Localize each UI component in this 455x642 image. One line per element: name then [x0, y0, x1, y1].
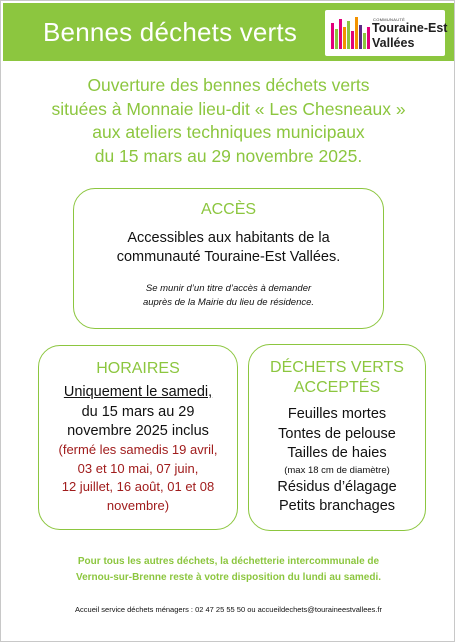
logo-text-line2: Vallées: [372, 36, 415, 50]
list-item: Feuilles mortes: [287, 406, 387, 422]
footer-line: Vernou-sur-Brenne reste à votre disposition du lundi au samedi.: [75, 572, 382, 583]
touraine-est-vallees-logo: [325, 10, 448, 56]
dechets-heading-line: ACCEPTÉS: [293, 379, 381, 396]
closed-line: novembre): [106, 497, 170, 513]
horaires-closed-dates: [39, 441, 237, 515]
logo-bars-icon: [331, 17, 371, 49]
footer-note: [21, 554, 436, 586]
logo-bar: [347, 21, 350, 49]
logo-bar: [355, 17, 358, 49]
logo-text-line1: Touraine-Est: [372, 21, 448, 35]
dechets-list: [249, 405, 425, 517]
acces-line: communauté Touraine-Est Vallées.: [116, 249, 341, 265]
list-item-note: (max 18 cm de diamètre): [284, 464, 390, 476]
page-title: Bennes déchets verts: [43, 17, 298, 47]
intro-line: aux ateliers techniques municipaux: [92, 122, 365, 142]
list-item: Petits branchages: [278, 498, 396, 514]
logo-bar: [367, 27, 370, 49]
contact-line: Accueil service déchets ménagers : 02 47 25 55 50 ou accueildechets@touraineestvallees.fr: [75, 605, 382, 614]
intro-text: [21, 74, 436, 168]
horaires-text: [39, 383, 237, 442]
logo-bar: [363, 33, 366, 49]
dechets-heading: [249, 358, 425, 398]
list-item: Résidus d’élagage: [277, 478, 397, 495]
dechets-heading-line: DÉCHETS VERTS: [270, 359, 404, 376]
logo-bar: [343, 27, 346, 49]
acces-note-line: Se munir d’un titre d’accès à demander: [145, 283, 312, 294]
acces-box: [73, 188, 384, 329]
intro-line: du 15 mars au 29 novembre 2025.: [94, 145, 363, 166]
logo-bar: [331, 23, 334, 49]
acces-note: [74, 282, 383, 309]
logo-small-text: COMMUNAUTÉ: [373, 17, 406, 22]
header-band: [3, 3, 454, 61]
horaires-box: [38, 345, 238, 530]
acces-line: Accessibles aux habitants de la: [127, 230, 330, 246]
logo-bar: [351, 31, 354, 49]
acces-note-line: auprès de la Mairie du lieu de résidence.: [142, 296, 315, 308]
closed-line: 03 et 10 mai, 07 juin,: [77, 460, 199, 476]
intro-line: Ouverture des bennes déchets verts: [87, 75, 370, 95]
acces-text: [74, 229, 383, 267]
horaires-heading: HORAIRES: [96, 360, 180, 377]
list-item: Tailles de haies: [287, 445, 387, 461]
closed-line: 12 juillet, 16 août, 01 et 08: [61, 479, 215, 494]
horaires-line: Uniquement le samedi,: [63, 384, 213, 400]
horaires-line: novembre 2025 inclus: [67, 423, 209, 439]
logo-bar: [335, 29, 338, 49]
acces-heading: ACCÈS: [200, 201, 257, 218]
footer-line: Pour tous les autres déchets, la déchetterie intercommunale de: [77, 556, 380, 567]
horaires-line: du 15 mars au 29: [81, 403, 195, 420]
closed-line: (fermé les samedis 19 avril,: [58, 442, 218, 457]
dechets-box: [248, 344, 426, 531]
logo-bar: [339, 19, 342, 49]
list-item: Tontes de pelouse: [278, 425, 396, 442]
logo-bar: [359, 25, 362, 49]
intro-line: situées à Monnaie lieu-dit « Les Chesneaux »: [51, 98, 406, 119]
